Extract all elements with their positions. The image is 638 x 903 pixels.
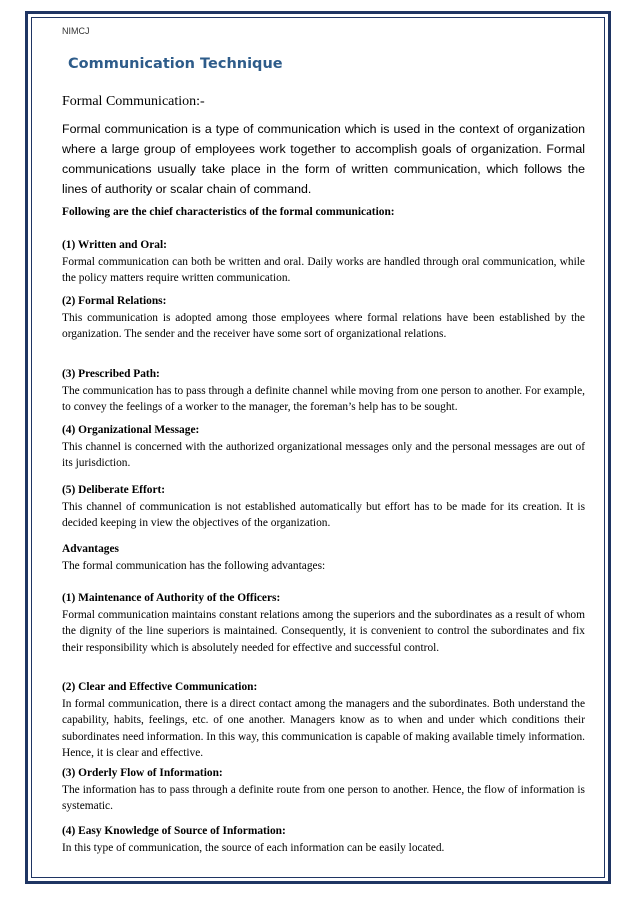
advantage-item [62,679,585,762]
item-text: Formal communication can both be written and oral. Daily works are handled through oral communication, while the policy matters require written communication. [62,255,585,284]
characteristics-heading: Following are the chief characteristics of the formal communication: [62,206,395,218]
item-title: (4) Organizational Message: [62,424,200,436]
item-text: The information has to pass through a definite route from one person to another. Hence, the flow of information is systematic. [62,783,585,812]
advantage-item [62,590,585,656]
advantages-intro: The formal communication has the following advantages: [62,559,326,572]
item-text: In formal communication, there is a direct contact among the managers and the subordinates. Both understand the capability, habits, feelings, etc. of one another. Managers know as to when and under which conditions their subordinates need information. In this way, this communication is capable of making available timely information. Hence, it is clear and effective. [62,697,585,759]
item-title: (1) Maintenance of Authority of the Officers: [62,592,281,604]
item-title: (4) Easy Knowledge of Source of Information: [62,825,286,837]
item-title: (3) Prescribed Path: [62,368,160,380]
characteristic-item [62,366,585,416]
header-label: NIMCJ [62,26,90,36]
characteristic-item [62,422,585,472]
characteristic-item [62,482,585,532]
characteristic-item [62,237,585,287]
item-text: This communication is adopted among those employees where formal relations have been established by the organization. The sender and the receiver have some sort of organizational relations. [62,311,585,340]
advantage-item [62,823,585,856]
item-title: (3) Orderly Flow of Information: [62,767,223,779]
characteristic-item [62,293,585,343]
item-text: The communication has to pass through a definite channel while moving from one person to another. For example, to convey the feelings of a worker to the manager, the foreman’s help has to be sought. [62,384,585,413]
item-text: This channel of communication is not established automatically but effort has to be made for its creation. It is decided keeping in view the objectives of the organization. [62,500,585,529]
item-title: (5) Deliberate Effort: [62,484,166,496]
item-text: Formal communication maintains constant relations among the superiors and the subordinates as a result of whom the dignity of the line superiors is maintained. Consequently, it is convenient to control the subordinates and fix their responsibility which is absolutely needed for effective and successful control. [62,608,585,654]
characteristics-heading-block [62,204,585,221]
intro-paragraph: Formal communication is a type of communication which is used in the context of organization where a large group of employees work together to accomplish goals of organization. Formal communications usually take place in the form of written communication, which follows the lines of authority or scalar chain of command. [62,122,585,196]
item-title: (2) Clear and Effective Communication: [62,681,258,693]
item-text: This channel is concerned with the authorized organizational messages only and the personal messages are out of its jurisdiction. [62,440,585,469]
advantages-block [62,541,585,574]
advantage-item [62,765,585,815]
item-title: (1) Written and Oral: [62,239,167,251]
advantages-heading: Advantages [62,543,119,555]
item-text: In this type of communication, the source of each information can be easily located. [62,841,445,854]
document-title: Communication Technique [68,56,283,72]
section-heading: Formal Communication:- [62,94,205,109]
item-title: (2) Formal Relations: [62,295,167,307]
